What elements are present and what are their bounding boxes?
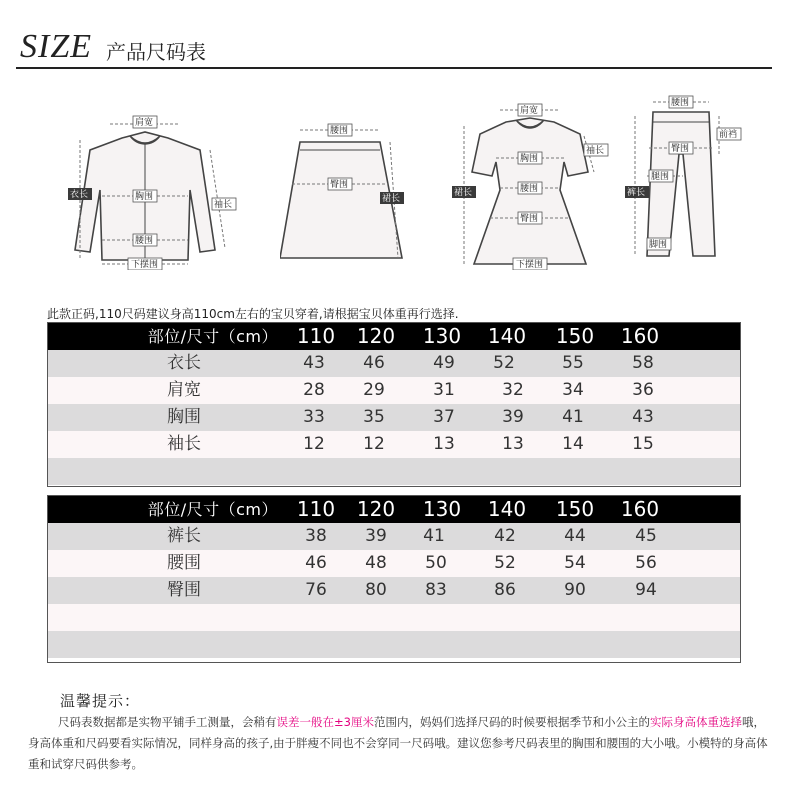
- value-cell: 94: [635, 580, 657, 600]
- size-cell: 110: [296, 324, 336, 348]
- value-cell: 14: [562, 434, 584, 454]
- size-table-bottoms: [47, 495, 741, 663]
- dress-hip-tag: 臀围: [520, 214, 539, 224]
- dress-sleeve-tag: 袖长: [586, 146, 605, 156]
- value-cell: 33: [303, 407, 325, 427]
- size-cell: 120: [356, 324, 396, 348]
- value-cell: 39: [365, 526, 387, 546]
- value-cell: 44: [564, 526, 586, 546]
- size-cell: 150: [555, 324, 595, 348]
- value-cell: 12: [363, 434, 385, 454]
- shirt-sleeve-tag: 袖长: [214, 200, 233, 210]
- value-cell: 55: [562, 353, 584, 373]
- value-cell: 37: [433, 407, 455, 427]
- tips-title: 温馨提示：: [60, 692, 141, 710]
- size-cell: 110: [296, 497, 336, 521]
- pants-hip-tag: 臀围: [671, 144, 690, 154]
- value-cell: 15: [632, 434, 654, 454]
- shirt-diagram: [50, 110, 240, 270]
- table-header-row: [48, 496, 740, 523]
- table-row: [48, 431, 740, 458]
- table-row-empty: [48, 631, 740, 658]
- value-cell: 46: [305, 553, 327, 573]
- dress-length-tag: 裙长: [454, 188, 473, 198]
- table-row-empty: [48, 458, 740, 485]
- value-cell: 32: [502, 380, 524, 400]
- shirt-length-tag: 衣长: [70, 190, 89, 200]
- shirt-chest-tag: 胸围: [135, 192, 154, 202]
- tips-part-1: 尺码表数据都是实物平铺手工测量，会稍有: [58, 715, 277, 729]
- table-row: [48, 350, 740, 377]
- table-row: [48, 550, 740, 577]
- size-cell: 130: [422, 497, 462, 521]
- value-cell: 45: [635, 526, 657, 546]
- dress-shoulder-tag: 肩宽: [520, 106, 539, 116]
- pants-foot-tag: 脚围: [649, 240, 668, 250]
- value-cell: 28: [303, 380, 325, 400]
- value-cell: 39: [502, 407, 524, 427]
- header-divider: [16, 67, 772, 69]
- size-cell: 140: [487, 497, 527, 521]
- value-cell: 34: [562, 380, 584, 400]
- size-table-tops: [47, 322, 741, 487]
- value-cell: 58: [632, 353, 654, 373]
- table-row-empty: [48, 604, 740, 631]
- value-cell: 41: [562, 407, 584, 427]
- row-name: 衣长: [167, 353, 201, 373]
- table-row: [48, 577, 740, 604]
- skirt-waist-tag: 腰围: [330, 126, 349, 136]
- page-title: 产品尺码表: [106, 40, 206, 64]
- row-name: 腰围: [167, 553, 201, 573]
- value-cell: 31: [433, 380, 455, 400]
- size-cell: 150: [555, 497, 595, 521]
- measurement-diagrams: [40, 90, 760, 280]
- table-row: [48, 377, 740, 404]
- pants-thigh-tag: 腿围: [651, 172, 670, 182]
- dress-diagram: [450, 100, 610, 270]
- dress-waist-tag: 腰围: [520, 184, 539, 194]
- dress-chest-tag: 胸围: [520, 154, 539, 164]
- tips-highlight-error: 误差一般在±3厘米: [276, 715, 374, 729]
- value-cell: 35: [363, 407, 385, 427]
- dress-hem-tag: 下摆围: [516, 260, 544, 270]
- value-cell: 83: [425, 580, 447, 600]
- size-cell: 160: [620, 324, 660, 348]
- value-cell: 13: [502, 434, 524, 454]
- page-header: [20, 28, 772, 68]
- tips-part-2: 范围内，妈妈们选择尺码的时候要根据季节和小公主的: [373, 715, 650, 729]
- skirt-hip-tag: 臀围: [330, 180, 349, 190]
- value-cell: 43: [632, 407, 654, 427]
- value-cell: 54: [564, 553, 586, 573]
- shirt-waist-tag: 腰围: [135, 236, 154, 246]
- tips-part-3: 哦，身高体重和尺码要看实际情况，同样身高的孩子,由于胖瘦不同也不会穿同一尺码哦。建议您参考尺码表里的胸围和腰围的大小哦。小模特的身高体重和试穿尺码供参考。: [28, 715, 768, 771]
- size-cell: 140: [487, 324, 527, 348]
- value-cell: 29: [363, 380, 385, 400]
- row-name: 肩宽: [167, 380, 201, 400]
- value-cell: 49: [433, 353, 455, 373]
- value-cell: 36: [632, 380, 654, 400]
- value-cell: 80: [365, 580, 387, 600]
- pants-front-rise-tag: 前裆: [719, 130, 738, 140]
- value-cell: 12: [303, 434, 325, 454]
- size-cell: 130: [422, 324, 462, 348]
- value-cell: 43: [303, 353, 325, 373]
- skirt-length-tag: 裙长: [382, 194, 401, 204]
- tips-text: [28, 712, 768, 775]
- shirt-shoulder-tag: 肩宽: [135, 118, 154, 128]
- size-word: SIZE: [20, 28, 92, 65]
- value-cell: 46: [363, 353, 385, 373]
- size-cell: 120: [356, 497, 396, 521]
- value-cell: 50: [425, 553, 447, 573]
- table-header-row: [48, 323, 740, 350]
- pants-diagram: [625, 94, 745, 270]
- size-cell: 160: [620, 497, 660, 521]
- value-cell: 76: [305, 580, 327, 600]
- pants-length-tag: 裤长: [627, 188, 646, 198]
- value-cell: 38: [305, 526, 327, 546]
- value-cell: 42: [494, 526, 516, 546]
- value-cell: 90: [564, 580, 586, 600]
- value-cell: 56: [635, 553, 657, 573]
- tips-highlight-height: 实际身高体重选择: [649, 715, 742, 729]
- skirt-diagram: [280, 120, 410, 270]
- row-name: 裤长: [167, 526, 201, 546]
- header-label: 部位/尺寸（cm）: [147, 327, 278, 346]
- table-row: [48, 523, 740, 550]
- pants-waist-tag: 腰围: [671, 98, 690, 108]
- shirt-hem-tag: 下摆围: [131, 260, 159, 270]
- row-name: 胸围: [167, 407, 201, 427]
- table-row: [48, 404, 740, 431]
- value-cell: 86: [494, 580, 516, 600]
- value-cell: 52: [494, 553, 516, 573]
- row-name: 袖长: [167, 434, 201, 454]
- value-cell: 52: [493, 353, 515, 373]
- value-cell: 48: [365, 553, 387, 573]
- header-label: 部位/尺寸（cm）: [147, 500, 278, 519]
- value-cell: 13: [433, 434, 455, 454]
- size-note: 此款正码,110尺码建议身高110cm左右的宝贝穿着,请根据宝贝体重再行选择.: [47, 307, 459, 321]
- value-cell: 41: [423, 526, 445, 546]
- row-name: 臀围: [167, 580, 201, 600]
